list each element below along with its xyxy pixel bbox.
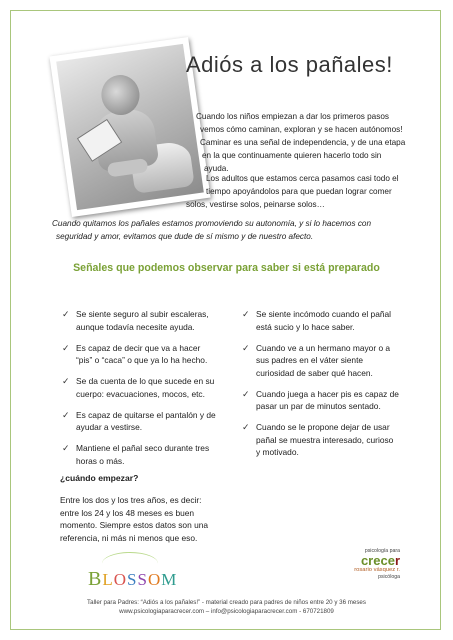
- check-icon: ✓: [62, 342, 70, 353]
- intro-line: ayuda.: [204, 164, 229, 173]
- page-title: Adiós a los pañales!: [186, 52, 393, 77]
- signs-list-left: [60, 308, 230, 476]
- check-icon: ✓: [242, 309, 250, 319]
- list-item: ✓ Cuando juega a hacer pis es capaz de pasar un par de minutos sentado.: [242, 388, 399, 411]
- list-item: ✓ Mantiene el pañal seco durante tres horas o más.: [62, 443, 210, 466]
- intro-line: vemos cómo caminan, exploran y se hacen autónomos!: [200, 125, 403, 134]
- when-to-start-text: Entre los dos y los tres años, es decir: entre los 24 y los 48 meses es buen momento. Siempre estos datos son una referencia, ni más ni menos que eso.: [60, 495, 209, 543]
- check-icon: ✓: [62, 443, 70, 453]
- check-icon: ✓: [62, 309, 70, 319]
- quote-line: seguridad y amor, evitamos que dude de sí mismo y de nuestro afecto.: [56, 232, 314, 241]
- intro-line: tiempo apoyándolos para que puedan lograr comer: [206, 187, 392, 196]
- intro-line: Cuando los niños empiezan a dar los primeros pasos: [196, 112, 389, 121]
- child-on-potty-photo: [56, 44, 204, 210]
- when-to-start-heading: ¿cuándo empezar?: [60, 473, 139, 483]
- check-icon: ✓: [62, 376, 70, 386]
- quote-line: Cuando quitamos los pañales estamos promoviendo su autonomía, y si lo hacemos con: [52, 219, 372, 228]
- blossom-letter: B: [88, 568, 103, 590]
- blossom-letter: L: [102, 570, 114, 589]
- list-item: ✓ Cuando se le propone dejar de usar pañal se muestra interesado, curioso y motivado.: [242, 422, 394, 457]
- blossom-letter: O: [113, 570, 128, 589]
- list-item: ✓ Cuando ve a un hermano mayor o a sus padres en el váter siente curiosidad de saber qué hacen.: [242, 342, 391, 378]
- blossom-letter: O: [147, 570, 162, 589]
- psicologia-para-crecer-logo: psicología para crecer rosario vásquez r. psicóloga: [354, 548, 400, 580]
- list-item: ✓ Se siente incómodo cuando el pañal está sucio y lo hace saber.: [242, 309, 392, 332]
- check-icon: ✓: [242, 388, 250, 399]
- intro-paragraph-2: [186, 172, 399, 211]
- blossom-logo: [88, 560, 178, 590]
- section-title: Señales que podemos observar para saber si está preparado: [73, 262, 380, 274]
- list-item: ✓ Se da cuenta de lo que sucede en su cuerpo: evacuaciones, mocos, etc.: [62, 376, 215, 399]
- intro-line: en la que continuamente quieren hacerlo todo sin: [202, 151, 382, 160]
- check-icon: ✓: [62, 409, 70, 420]
- footer-workshop-line: Taller para Padres: “Adiós a los pañales!” - material creado para padres de niños entre 20 y 36 meses: [87, 599, 366, 606]
- signs-list-right: [240, 308, 400, 467]
- autonomy-quote: [52, 217, 397, 243]
- footer-contact-line: www.psicologiaparacrecer.com – info@psicologiaparacrecer.com - 670721809: [119, 608, 334, 615]
- blossom-letter: S: [137, 570, 148, 589]
- intro-paragraph-1: [196, 110, 405, 175]
- intro-line: Los adultos que estamos cerca pasamos casi todo el: [206, 174, 399, 183]
- check-icon: ✓: [242, 422, 250, 432]
- check-icon: ✓: [242, 342, 250, 353]
- blossom-letter: S: [127, 570, 138, 589]
- intro-line: Caminar es una señal de independencia, y de una etapa: [200, 138, 406, 147]
- list-item: ✓ Se siente seguro al subir escaleras, aunque todavía necesite ayuda.: [62, 309, 209, 332]
- list-item: ✓ Es capaz de quitarse el pantalón y de ayudar a vestirse.: [62, 409, 216, 432]
- list-item: ✓ Es capaz de decir que va a hacer “pis” o “caca” o que ya lo ha hecho.: [62, 342, 208, 365]
- intro-line: solos, vestirse solos, peinarse solos…: [186, 200, 325, 209]
- blossom-letter: M: [161, 570, 178, 589]
